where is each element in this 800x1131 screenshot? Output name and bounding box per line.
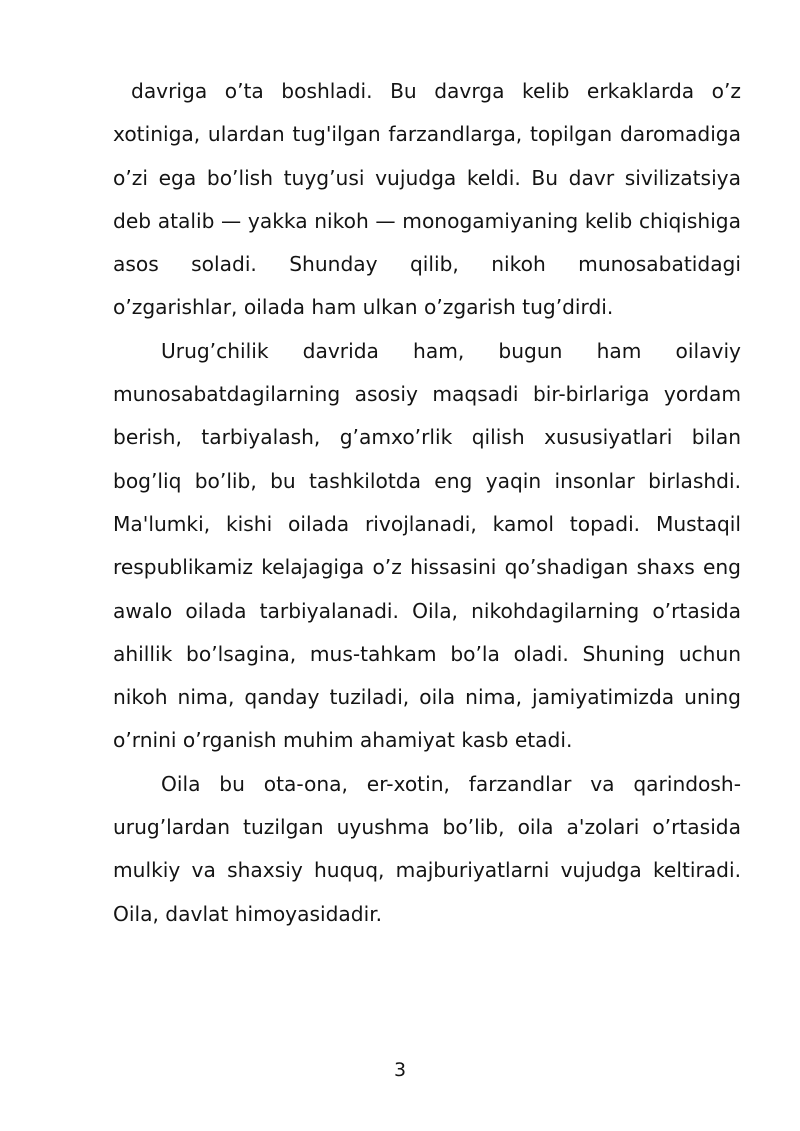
paragraph-oila: Oila bu ota-ona, er-xotin, farzandlar va qarindosh-urug’lardan tuzilgan uyushma bo’lib, oila a'zolari o’rtasida mulkiy va shaxsiy huquq, majburiyatlarni vujudga keltiradi. Oila, davlat himoyasidadir. (113, 771, 741, 926)
paragraph-continuation: davriga o’ta boshladi. Bu davrga kelib erkaklarda o’z xotiniga, ulardan tug'ilgan farzandlarga, topilgan daromadiga o’zi ega bo’lish tuyg’usi vujudga keldi. Bu davr sivilizatsiya deb atalib — yakka nikoh — monogamiyaning kelib chiqishiga asos soladi. Shunday qilib, nikoh munosabatidagi o’zgarishlar, oilada ham ulkan o’zgarish tug’dirdi. (113, 79, 741, 320)
page-body-text (113, 70, 741, 936)
paragraph-urugchilik: Urug’chilik davrida ham, bugun ham oilaviy munosabatdagilarning asosiy maqsadi bir-birlariga yordam berish, tarbiyalash, g’amxo’rlik qilish xususiyatlari bilan bog’liq bo’lib, bu tashkilotda eng yaqin insonlar birlashdi. Ma'lumki, kishi oilada rivojlanadi, kamol topadi. Mustaqil respublikamiz kelajagiga o’z hissasini qo’shadigan shaxs eng awalo oilada tarbiyalanadi. Oila, nikohdagilarning o’rtasida ahillik bo’lsagina, mus-tahkam bo’la oladi. Shuning uchun nikoh nima, qanday tuziladi, oila nima, jamiyatimizda uning o’rnini o’rganish muhim ahamiyat kasb etadi. (113, 338, 741, 753)
page-number: 3 (393, 1059, 407, 1081)
